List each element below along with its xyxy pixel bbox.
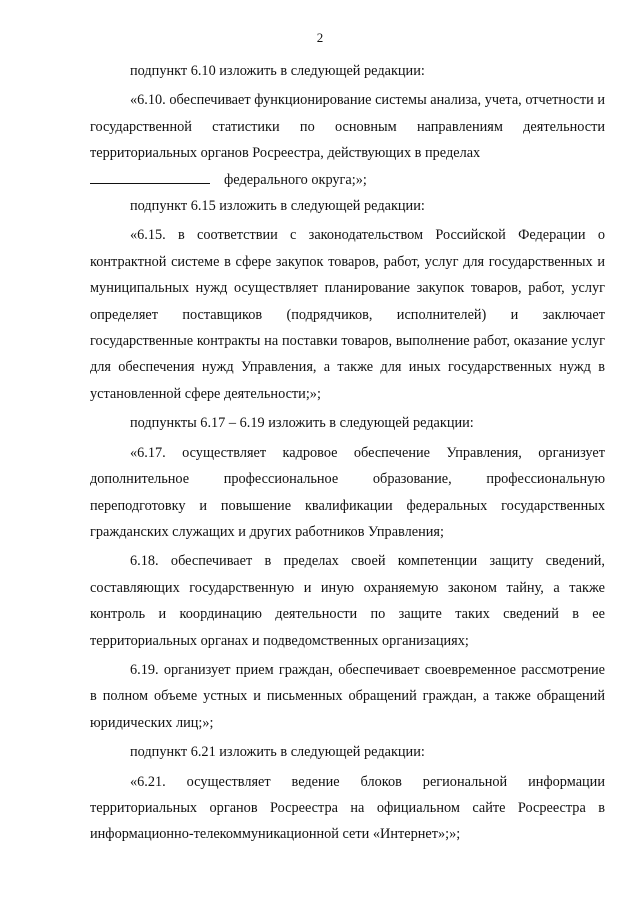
paragraph-6-21: «6.21. осуществляет ведение блоков региональной информации территориальных органов Росреестра на официальном сайте Росреестра в информационно-телекоммуникационной сети «Интернет»;»;	[90, 773, 605, 843]
page-number: 2	[316, 30, 324, 45]
paragraph-6-10-ending: федерального округа;»;	[224, 171, 367, 188]
document-body	[90, 58, 605, 848]
paragraph-6-10-text: «6.10. обеспечивает функционирование системы анализа, учета, отчетности и государственной статистики по основным направлениям деятельности территориальных органов Росреестра, действующих в пределах	[90, 92, 605, 162]
blank-fill-line	[90, 171, 210, 184]
paragraph-6-19: 6.19. организует прием граждан, обеспечивает своевременное рассмотрение в полном объеме устных и письменных обращений граждан, а также обращений юридических лиц;»;	[90, 661, 605, 731]
paragraph-6-18: 6.18. обеспечивает в пределах своей компетенции защиту сведений, составляющих государственную и иную охраняемую законом тайну, а также контроль и координацию деятельности по защите таких сведений в ее территориальных органах и подведомственных организациях;	[90, 553, 605, 649]
paragraph-6-10	[90, 87, 605, 193]
paragraph-6-10-continuation	[90, 167, 605, 193]
paragraph-intro-6-10: подпункт 6.10 изложить в следующей редакции:	[130, 63, 425, 79]
paragraph-6-15: «6.15. в соответствии с законодательством Российской Федерации о контрактной системе в сфере закупок товаров, работ, услуг для государственных и муниципальных нужд осуществляет планирование закупок товаров, работ, услуг определяет поставщиков (подрядчиков, исполнителей) и заключает государственные контракты на поставки товаров, выполнение работ, оказание услуг для обеспечения нужд Управления, а также для иных государственных нужд в установленной сфере деятельности;»;	[90, 227, 605, 402]
paragraph-6-17: «6.17. осуществляет кадровое обеспечение Управления, организует дополнительное профессиональное образование, профессиональную переподготовку и повышение квалификации федеральных государственных гражданских служащих и других работников Управления;	[90, 444, 605, 540]
paragraph-intro-6-17: подпункты 6.17 – 6.19 изложить в следующей редакции:	[130, 415, 474, 432]
paragraph-intro-6-21: подпункт 6.21 изложить в следующей редакции:	[130, 744, 425, 761]
paragraph-intro-6-15: подпункт 6.15 изложить в следующей редакции:	[130, 198, 425, 215]
